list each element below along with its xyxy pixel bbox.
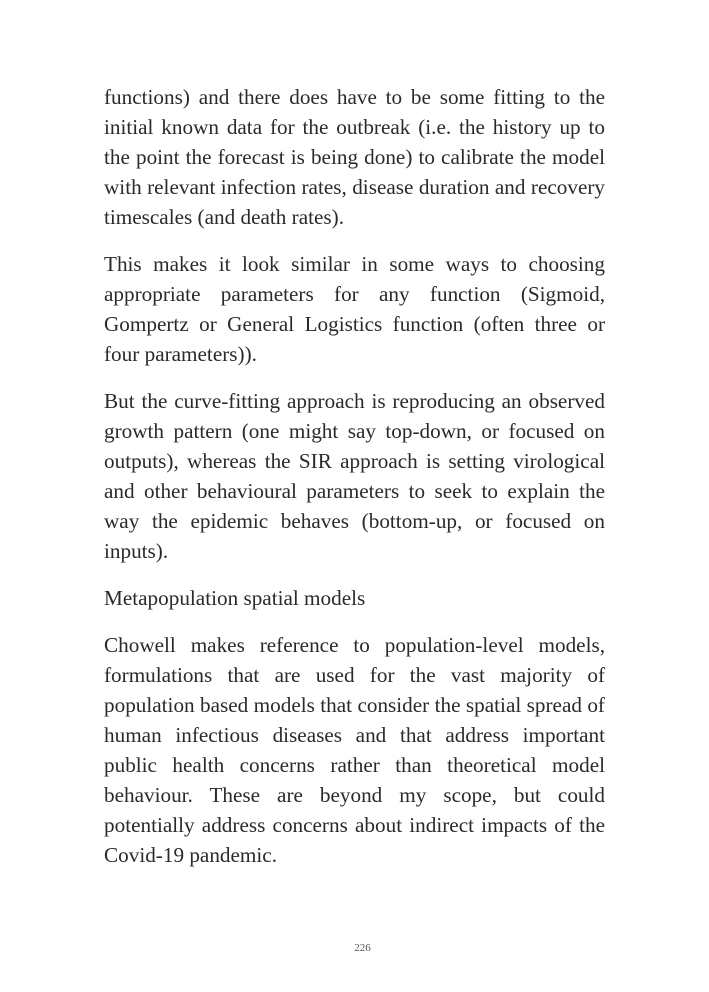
paragraph-fitting-calibration: functions) and there does have to be some fitting to the initial known data for the outbreak (i.e. the history up to the point the forecast is being done) to calibrate the model with relevant infection rates, disease duration and recovery timescales (and death rates). — [104, 85, 605, 229]
page-body — [104, 82, 605, 887]
paragraph-chowell-population-models: Chowell makes reference to population-level models, formulations that are used for the vast majority of population based models that consider the spatial spread of human infectious diseases and that address important public health concerns rather than theoretical model behaviour. These are beyond my scope, but could potentially address concerns about indirect impacts of the Covid-19 pandemic. — [104, 633, 605, 867]
paragraph-choosing-parameters: This makes it look similar in some ways to choosing appropriate parameters for any function (Sigmoid, Gompertz or General Logistics function (often three or four parameters)). — [104, 252, 605, 366]
section-heading: Metapopulation spatial models — [104, 586, 366, 610]
paragraph-curve-fitting-vs-sir: But the curve-fitting approach is reproducing an observed growth pattern (one might say top-down, or focused on outputs), whereas the SIR approach is setting virological and other behavioural parameters to seek to explain the way the epidemic behaves (bottom-up, or focused on inputs). — [104, 389, 605, 563]
page-number: 226 — [354, 942, 371, 954]
